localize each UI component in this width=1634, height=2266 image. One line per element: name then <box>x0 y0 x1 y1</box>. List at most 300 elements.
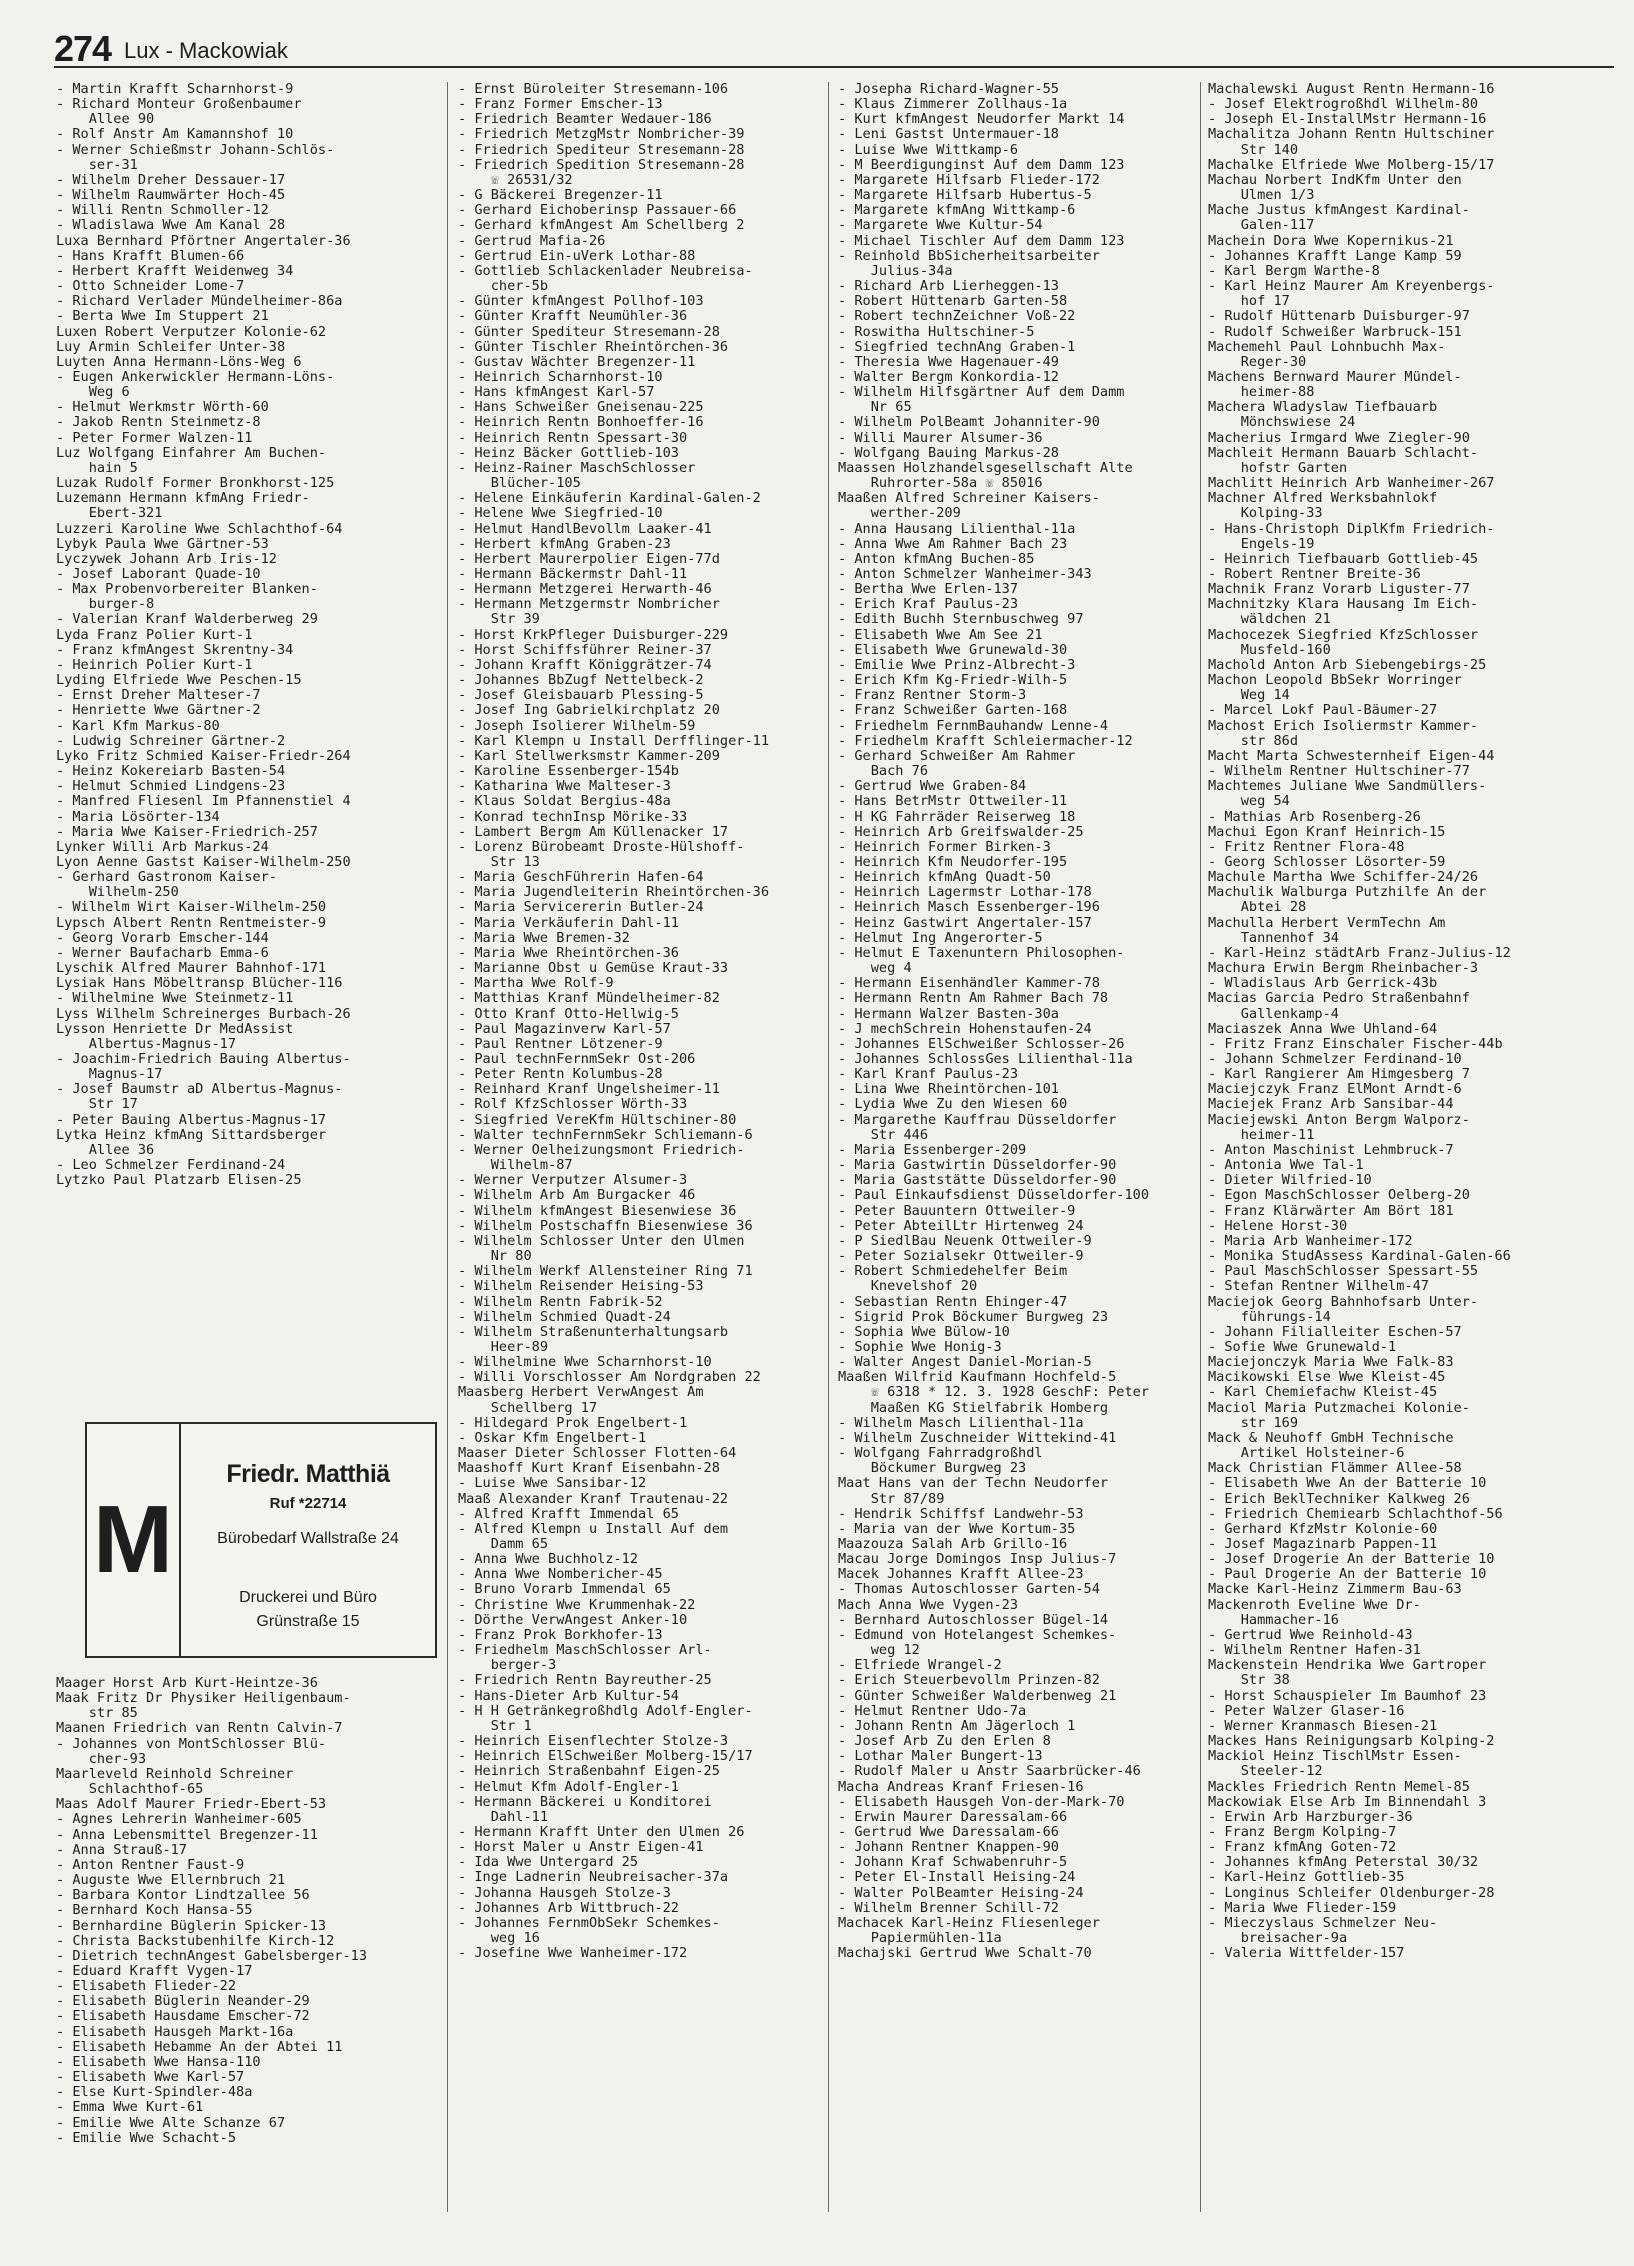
directory-entry: str 86d <box>1208 733 1299 749</box>
directory-entry: - Reinhard Kranf Ungelsheimer-11 <box>458 1082 720 1098</box>
directory-entry: ☏ 6318 * 12. 3. 1928 GeschF: Peter <box>838 1385 1149 1401</box>
directory-entry: - Leo Schmelzer Ferdinand-24 <box>56 1158 286 1174</box>
directory-entry: Machui Egon Kranf Heinrich-15 <box>1208 824 1446 840</box>
directory-entry: Str 1 <box>458 1718 532 1734</box>
directory-entry: Luzemann Hermann kfmAng Friedr- <box>56 491 310 507</box>
directory-entry: - Roswitha Hultschiner-5 <box>838 324 1035 340</box>
ad-phone: Ruf *22714 <box>269 1495 347 1512</box>
directory-entry: - Alfred Klempn u Install Auf dem <box>458 1521 729 1537</box>
directory-entry: - Wilhelmine Wwe Steinmetz-11 <box>56 991 294 1007</box>
directory-entry: - G Bäckerei Bregenzer-11 <box>458 188 663 204</box>
directory-entry: - Christa Backstubenhilfe Kirch-12 <box>56 1933 335 1949</box>
directory-entry: - Hans Krafft Blumen-66 <box>56 248 245 264</box>
directory-entry: - Fritz Rentner Flora-48 <box>1208 839 1405 855</box>
directory-entry: - Johann Schmelzer Ferdinand-10 <box>1208 1052 1462 1067</box>
directory-entry: - Franz Former Emscher-13 <box>458 97 663 113</box>
directory-entry: - Lorenz Bürobeamt Droste-Hülshoff- <box>458 839 745 855</box>
directory-entry: - Elisabeth Wwe Karl-57 <box>56 2070 245 2086</box>
directory-entry: - Gertrud Wwe Reinhold-43 <box>1208 1627 1413 1643</box>
directory-entry: Macherius Irmgard Wwe Ziegler-90 <box>1208 430 1470 446</box>
directory-entry: - Lydia Wwe Zu den Wiesen 60 <box>838 1097 1068 1113</box>
directory-entry: - Elisabeth Wwe An der Batterie 10 <box>1208 1476 1487 1492</box>
directory-entry: - Heinrich Polier Kurt-1 <box>56 657 253 673</box>
column-rule <box>1200 82 1201 2212</box>
directory-entry: - Walter technFernmSekr Schliemann-6 <box>458 1127 753 1143</box>
directory-entry: - Günter Spediteur Stresemann-28 <box>458 324 720 340</box>
directory-entry: Galen-117 <box>1208 218 1315 234</box>
directory-entry: - Joseph El-InstallMstr Hermann-16 <box>1208 112 1487 128</box>
directory-entry: - Ludwig Schreiner Gärtner-2 <box>56 733 286 749</box>
directory-entry: - Elisabeth Wwe Hansa-110 <box>56 2054 261 2070</box>
directory-entry: - Wilhelm Reisender Heising-53 <box>458 1279 704 1295</box>
directory-entry: - Elisabeth Hausgeh Markt-16a <box>56 2024 294 2040</box>
directory-entry: Maas Adolf Maurer Friedr-Ebert-53 <box>56 1797 327 1813</box>
directory-entry: - Josef Laborant Quade-10 <box>56 567 261 582</box>
directory-entry: Magnus-17 <box>56 1067 163 1083</box>
column-4 <box>1208 82 1558 2212</box>
directory-entry: Lyss Wilhelm Schreinerges Burbach-26 <box>56 1006 351 1022</box>
directory-entry: Machost Erich Isoliermstr Kammer- <box>1208 718 1479 734</box>
directory-entry: Machlitt Heinrich Arb Wanheimer-267 <box>1208 476 1495 492</box>
directory-entry: Damm 65 <box>458 1537 549 1552</box>
directory-entry: - Werner Oelheizungsmont Friedrich- <box>458 1142 745 1158</box>
directory-entry: - Anton Maschinist Lehmbruck-7 <box>1208 1142 1454 1158</box>
directory-entry: - Hans kfmAngest Karl-57 <box>458 385 655 401</box>
directory-entry: - Hermann Eisenhändler Kammer-78 <box>838 976 1100 992</box>
directory-entry: Lyda Franz Polier Kurt-1 <box>56 627 253 643</box>
directory-entry: werther-209 <box>838 506 961 522</box>
directory-entry: - Elfriede Wrangel-2 <box>838 1658 1002 1674</box>
directory-entry: weg 12 <box>838 1643 920 1659</box>
column-rule <box>447 82 448 2212</box>
directory-entry: Maciol Maria Putzmachei Kolonie- <box>1208 1400 1470 1416</box>
directory-entry: Machnitzky Klara Hausang Im Eich- <box>1208 597 1479 613</box>
directory-entry: - Elisabeth Hausgeh Von-der-Mark-70 <box>838 1794 1125 1810</box>
directory-entry: Knevelshof 20 <box>838 1279 978 1295</box>
column-rule <box>828 82 829 2212</box>
directory-entry: - Alfred Krafft Immendal 65 <box>458 1506 679 1522</box>
directory-entry: - Anna Wwe Nombericher-45 <box>458 1567 663 1583</box>
directory-entry: Machleit Hermann Bauarb Schlacht- <box>1208 445 1479 461</box>
directory-entry: - Mathias Arb Rosenberg-26 <box>1208 809 1421 825</box>
directory-entry: Böckumer Burgweg 23 <box>838 1461 1027 1477</box>
directory-entry: - Robert technZeichner Voß-22 <box>838 309 1076 325</box>
directory-entry: - Friedrich Rentn Bayreuther-25 <box>458 1673 712 1689</box>
directory-entry: Maciaszek Anna Wwe Uhland-64 <box>1208 1021 1438 1037</box>
directory-entry: Mache Justus kfmAngest Kardinal- <box>1208 203 1470 219</box>
directory-entry: Papiermühlen-11a <box>838 1931 1002 1947</box>
directory-entry: Machein Dora Wwe Kopernikus-21 <box>1208 233 1454 249</box>
directory-entry: - H KG Fahrräder Reiserweg 18 <box>838 809 1076 825</box>
directory-entry: - Johannes Krafft Lange Kamp 59 <box>1208 248 1462 264</box>
directory-entry: Maciejek Franz Arb Sansibar-44 <box>1208 1097 1454 1113</box>
directory-entry: - Sigrid Prok Böckumer Burgweg 23 <box>838 1309 1109 1325</box>
directory-entry: - Wilhelm Rentner Hultschiner-77 <box>1208 764 1470 780</box>
directory-entry: - Lothar Maler Bungert-13 <box>838 1749 1043 1765</box>
directory-entry: - Günter Schweißer Walderbenweg 21 <box>838 1688 1117 1704</box>
directory-entry: - Karl Stellwerksmstr Kammer-209 <box>458 748 720 764</box>
directory-entry: - Friedrich MetzgMstr Nombricher-39 <box>458 127 745 143</box>
directory-entry: - H H Getränkegroßhdlg Adolf-Engler- <box>458 1703 753 1719</box>
directory-entry: - Maria Wwe Rheintörchen-36 <box>458 945 679 961</box>
directory-entry: - Maria Gastwirtin Düsseldorfer-90 <box>838 1158 1117 1174</box>
directory-entry: - Helmut Werkmstr Wörth-60 <box>56 400 269 416</box>
directory-entry: Lysiak Hans Möbeltransp Blücher-116 <box>56 976 343 992</box>
directory-entry: - Herbert Maurerpolier Eigen-77d <box>458 551 720 567</box>
directory-entry: - Longinus Schleifer Oldenburger-28 <box>1208 1885 1495 1901</box>
directory-entry: Maciejok Georg Bahnhofsarb Unter- <box>1208 1294 1479 1310</box>
directory-entry: - Helmut E Taxenuntern Philosophen- <box>838 945 1125 961</box>
directory-entry: weg 54 <box>1208 794 1290 810</box>
directory-entry: - Emilie Wwe Schacht-5 <box>56 2130 237 2146</box>
directory-entry: - Helene Horst-30 <box>1208 1218 1348 1234</box>
directory-entry: - Josef Drogerie An der Batterie 10 <box>1208 1552 1495 1568</box>
directory-entry: Machulik Walburga Putzhilfe An der <box>1208 885 1487 901</box>
directory-entry: - Rolf Anstr Am Kamannshof 10 <box>56 127 294 143</box>
directory-entry: - Matthias Kranf Mündelheimer-82 <box>458 991 720 1007</box>
directory-entry: - Johannes BbZugf Nettelbeck-2 <box>458 673 704 689</box>
directory-entry: - Werner Baufacharb Emma-6 <box>56 945 269 961</box>
directory-entry: - Valerian Kranf Walderberweg 29 <box>56 612 318 628</box>
directory-entry: Str 13 <box>458 854 540 870</box>
directory-entry: - Sofie Wwe Grunewald-1 <box>1208 1339 1397 1355</box>
directory-entry: - Heinrich Eisenflechter Stolze-3 <box>458 1734 729 1750</box>
directory-entry: - Walter Angest Daniel-Morian-5 <box>838 1355 1092 1371</box>
directory-entry: - Gertrud Wwe Graben-84 <box>838 779 1027 795</box>
directory-entry: - Friedrich Spedition Stresemann-28 <box>458 157 745 173</box>
directory-entry: Lytzko Paul Platzarb Elisen-25 <box>56 1173 302 1189</box>
directory-entry: Str 39 <box>458 612 540 628</box>
directory-entry: - Sebastian Rentn Ehinger-47 <box>838 1294 1068 1310</box>
directory-entry: - P SiedlBau Neuenk Ottweiler-9 <box>838 1233 1092 1249</box>
directory-entry: - Richard Monteur Großenbaumer <box>56 97 302 113</box>
directory-entry: Macikowski Else Wwe Kleist-45 <box>1208 1370 1446 1386</box>
directory-entry: Bach 76 <box>838 764 929 780</box>
directory-entry: - Friedhelm MaschSchlosser Arl- <box>458 1643 712 1659</box>
directory-entry: Machajski Gertrud Wwe Schalt-70 <box>838 1946 1092 1962</box>
column-2 <box>458 82 808 2212</box>
directory-entry: - Wilhelm Dreher Dessauer-17 <box>56 172 286 188</box>
directory-entry: - Klaus Zimmerer Zollhaus-1a <box>838 97 1068 113</box>
directory-entry: - Leni Gastst Untermauer-18 <box>838 127 1059 143</box>
directory-entry: - Paul Rentner Lötzener-9 <box>458 1036 663 1052</box>
directory-entry: - Valeria Wittfelder-157 <box>1208 1946 1405 1962</box>
directory-entry: Nr 65 <box>838 400 912 416</box>
directory-entry: - Else Kurt-Spindler-48a <box>56 2085 253 2101</box>
directory-entry: Tannenhof 34 <box>1208 930 1339 946</box>
directory-entry: - Heinrich Rentn Spessart-30 <box>458 430 688 446</box>
directory-entry: - Johann Krafft Königgrätzer-74 <box>458 657 712 673</box>
directory-entry: - Heinrich ElSchweißer Molberg-15/17 <box>458 1749 753 1765</box>
directory-entry: - Helmut Kfm Adolf-Engler-1 <box>458 1779 679 1795</box>
directory-entry: - Karl Rangierer Am Himgesberg 7 <box>1208 1067 1470 1083</box>
column-3 <box>838 82 1188 2212</box>
directory-entry: - Walter PolBeamter Heising-24 <box>838 1885 1084 1901</box>
ad-line-3: Grünstraße 15 <box>256 1613 360 1630</box>
directory-entry: Lysson Henriette Dr MedAssist <box>56 1021 294 1037</box>
directory-entry: - Otto Schneider Lome-7 <box>56 279 245 295</box>
directory-entry: - Bertha Wwe Erlen-137 <box>838 582 1019 598</box>
directory-entry: Dahl-11 <box>458 1809 549 1825</box>
directory-entry: - Hermann Rentn Am Rahmer Bach 78 <box>838 991 1109 1007</box>
directory-entry: Luxen Robert Verputzer Kolonie-62 <box>56 324 327 340</box>
directory-entry: - Rudolf Schweißer Warbruck-151 <box>1208 324 1462 340</box>
directory-entry: Mackowiak Else Arb Im Binnendahl 3 <box>1208 1794 1487 1810</box>
directory-entry: Mönchswiese 24 <box>1208 415 1356 431</box>
directory-entry: Lypsch Albert Rentn Rentmeister-9 <box>56 915 327 931</box>
directory-entry: - Inge Ladnerin Neubreisacher-37a <box>458 1870 729 1886</box>
directory-entry: str 169 <box>1208 1415 1299 1431</box>
directory-entry: - Paul technFernmSekr Ost-206 <box>458 1052 696 1067</box>
directory-entry: - Katharina Wwe Malteser-3 <box>458 779 671 795</box>
directory-entry: - Helene Einkäuferin Kardinal-Galen-2 <box>458 491 761 507</box>
directory-entry: - Peter AbteilLtr Hirtenweg 24 <box>838 1218 1084 1234</box>
directory-entry: - Wilhelmine Wwe Scharnhorst-10 <box>458 1355 712 1371</box>
directory-entry: Machold Anton Arb Siebengebirgs-25 <box>1208 657 1487 673</box>
directory-entry: - Johannes FernmObSekr Schemkes- <box>458 1915 720 1931</box>
directory-entry: - Anna Strauß-17 <box>56 1842 187 1858</box>
directory-entry: - Maria Lösörter-134 <box>56 809 220 825</box>
directory-entry: - Reinhold BbSicherheitsarbeiter <box>838 248 1100 264</box>
directory-entry: - Günter Tischler Rheintörchen-36 <box>458 339 729 355</box>
directory-entry: Lynker Willi Arb Markus-24 <box>56 839 269 855</box>
directory-entry: - Georg Vorarb Emscher-144 <box>56 930 269 946</box>
directory-entry: - Wolfgang Fahrradgroßhdl <box>838 1446 1043 1462</box>
directory-entry: Machalitza Johann Rentn Hultschiner <box>1208 127 1495 143</box>
directory-entry: - Friedhelm Krafft Schleiermacher-12 <box>838 733 1133 749</box>
directory-entry: - Peter Walzer Glaser-16 <box>1208 1703 1405 1719</box>
directory-entry: - Johannes Arb Wittbruch-22 <box>458 1900 679 1916</box>
directory-entry: Schlachthof-65 <box>56 1782 204 1798</box>
directory-entry: - Wilhelm Rentn Fabrik-52 <box>458 1294 663 1310</box>
directory-entry: Str 38 <box>1208 1673 1290 1689</box>
directory-entry: - Georg Schlosser Lösorter-59 <box>1208 854 1446 870</box>
directory-entry: Machner Alfred Werksbahnlokf <box>1208 491 1438 507</box>
directory-entry: - Josefine Wwe Wanheimer-172 <box>458 1946 688 1962</box>
directory-entry: - Karl Kranf Paulus-23 <box>838 1067 1019 1083</box>
directory-entry: Maciejczyk Franz ElMont Arndt-6 <box>1208 1082 1462 1098</box>
directory-entry: Machens Bernward Maurer Mündel- <box>1208 369 1462 385</box>
directory-entry: - Henriette Wwe Gärtner-2 <box>56 703 261 719</box>
directory-entry: - Hermann Metzgerei Herwarth-46 <box>458 582 712 598</box>
directory-entry: Luzak Rudolf Former Bronkhorst-125 <box>56 476 335 492</box>
directory-entry: - Erwin Maurer Daressalam-66 <box>838 1809 1068 1825</box>
directory-entry: - Margarethe Kauffrau Düsseldorfer <box>838 1112 1117 1128</box>
directory-entry: Machemehl Paul Lohnbuchh Max- <box>1208 339 1446 355</box>
directory-entry: - Gerhard KfzMstr Kolonie-60 <box>1208 1521 1438 1537</box>
directory-entry: - Peter Bauing Albertus-Magnus-17 <box>56 1112 327 1128</box>
directory-entry: - Herbert kfmAng Graben-23 <box>458 536 671 552</box>
directory-entry: - Hermann Krafft Unter den Ulmen 26 <box>458 1824 745 1840</box>
directory-entry: - Elisabeth Hausdame Emscher-72 <box>56 2009 310 2025</box>
directory-entry: - Jakob Rentn Steinmetz-8 <box>56 415 261 431</box>
directory-entry: Wilhelm-87 <box>458 1158 573 1174</box>
directory-entry: Mackenstein Hendrika Wwe Gartroper <box>1208 1658 1487 1674</box>
directory-entry: - Edith Buchh Sternbuschweg 97 <box>838 612 1084 628</box>
directory-entry: - Wilhelm Straßenunterhaltungsarb <box>458 1324 729 1340</box>
directory-entry: - Anna Wwe Buchholz-12 <box>458 1552 639 1568</box>
directory-entry: - Karoline Essenberger-154b <box>458 764 679 780</box>
directory-entry: Maassen Holzhandelsgesellschaft Alte <box>838 460 1133 476</box>
directory-entry: - Josef Ing Gabrielkirchplatz 20 <box>458 703 720 719</box>
directory-entry: - Karl Chemiefachw Kleist-45 <box>1208 1385 1438 1401</box>
directory-entry: Mack & Neuhoff GmbH Technische <box>1208 1430 1454 1446</box>
directory-entry: - Helmut HandlBevollm Laaker-41 <box>458 521 712 537</box>
directory-entry: Lytka Heinz kfmAng Sittardsberger <box>56 1127 327 1143</box>
directory-entry: - Wilhelm Wirt Kaiser-Wilhelm-250 <box>56 900 327 916</box>
directory-entry: - Hendrik Schiffsf Landwehr-53 <box>838 1506 1084 1522</box>
directory-entry: Maak Fritz Dr Physiker Heiligenbaum- <box>56 1691 351 1707</box>
directory-entry: - Klaus Soldat Bergius-48a <box>458 794 671 810</box>
directory-entry: Maager Horst Arb Kurt-Heintze-36 <box>56 1676 318 1691</box>
directory-entry: - Heinz Kokereiarb Basten-54 <box>56 764 286 780</box>
directory-entry: Machau Norbert IndKfm Unter den <box>1208 172 1462 188</box>
ad-line-2: Druckerei und Büro <box>239 1589 377 1606</box>
directory-entry: Blücher-105 <box>458 476 581 492</box>
directory-entry: - Manfred Fliesenl Im Pfannenstiel 4 <box>56 794 351 810</box>
directory-entry: - Heinrich Former Birken-3 <box>838 839 1051 855</box>
directory-entry: - Horst Schiffsführer Reiner-37 <box>458 642 712 658</box>
directory-entry: Allee 90 <box>56 112 155 128</box>
directory-entry: - Paul MaschSchlosser Spessart-55 <box>1208 1264 1479 1280</box>
directory-entry: - J mechSchrein Hohenstaufen-24 <box>838 1021 1092 1037</box>
directory-entry: Luzzeri Karoline Wwe Schlachthof-64 <box>56 521 343 537</box>
directory-entry: - Heinrich Masch Essenberger-196 <box>838 900 1100 916</box>
directory-entry: - Wladislaus Arb Gerrick-43b <box>1208 976 1438 992</box>
directory-entry: - Peter Bauuntern Ottweiler-9 <box>838 1203 1076 1219</box>
directory-entry: - Johannes kfmAng Peterstal 30/32 <box>1208 1855 1479 1871</box>
directory-entry: - Wilhelm Hilfsgärtner Auf dem Damm <box>838 385 1125 401</box>
directory-entry: cher-5b <box>458 279 549 295</box>
ad-body <box>181 1424 435 1656</box>
directory-entry: - Peter Sozialsekr Ottweiler-9 <box>838 1249 1084 1265</box>
directory-entry: Machocezek Siegfried KfzSchlosser <box>1208 627 1479 643</box>
directory-entry: Maashoff Kurt Kranf Eisenbahn-28 <box>458 1461 720 1477</box>
directory-entry: - Franz Klärwärter Am Bört 181 <box>1208 1203 1454 1219</box>
directory-entry: cher-93 <box>56 1751 147 1767</box>
directory-entry: - Robert Hüttenarb Garten-58 <box>838 294 1068 310</box>
directory-entry: Maaßen Alfred Schreiner Kaisers- <box>838 491 1100 507</box>
directory-entry: - Wilhelm Masch Lilienthal-11a <box>838 1415 1084 1431</box>
directory-entry: - Friedrich Beamter Wedauer-186 <box>458 112 712 128</box>
directory-entry: - Willi Vorschlosser Am Nordgraben 22 <box>458 1370 761 1386</box>
directory-entry: hof 17 <box>1208 294 1290 310</box>
directory-entry: weg 4 <box>838 961 912 977</box>
directory-entry: - Elisabeth Flieder-22 <box>56 1979 237 1995</box>
directory-entry: - Wilhelm Schmied Quadt-24 <box>458 1309 671 1325</box>
directory-entry: - Maria GeschFührerin Hafen-64 <box>458 870 704 886</box>
directory-entry: - Sophia Wwe Bülow-10 <box>838 1324 1010 1340</box>
directory-entry: - Wilhelm Rentner Hafen-31 <box>1208 1643 1421 1659</box>
directory-entry: - Agnes Lehrerin Wanheimer-605 <box>56 1812 302 1828</box>
column-1-lower <box>56 1676 446 2216</box>
directory-entry: Reger-30 <box>1208 354 1307 370</box>
directory-entry: - Emilie Wwe Prinz-Albrecht-3 <box>838 657 1076 673</box>
directory-entry: - Maria Servicererin Butler-24 <box>458 900 704 916</box>
directory-entry: - Max Probenvorbereiter Blanken- <box>56 582 318 598</box>
directory-entry: - Luise Wwe Wittkamp-6 <box>838 142 1019 158</box>
directory-entry: - Joachim-Friedrich Bauing Albertus- <box>56 1052 351 1067</box>
directory-entry: - Hans-Dieter Arb Kultur-54 <box>458 1688 679 1704</box>
directory-entry: - Lambert Bergm Am Küllenacker 17 <box>458 824 729 840</box>
directory-entry: - Robert Schmiedehelfer Beim <box>838 1264 1068 1280</box>
directory-entry: - Paul Einkaufsdienst Düsseldorfer-100 <box>838 1188 1149 1204</box>
directory-entry: heimer-11 <box>1208 1127 1315 1143</box>
directory-entry: - Auguste Wwe Ellernbruch 21 <box>56 1873 286 1889</box>
directory-entry: - Marianne Obst u Gemüse Kraut-33 <box>458 961 729 977</box>
directory-entry: Machalewski August Rentn Hermann-16 <box>1208 82 1495 97</box>
directory-entry: - Anton kfmAng Buchen-85 <box>838 551 1035 567</box>
directory-entry: Macek Johannes Krafft Allee-23 <box>838 1567 1084 1583</box>
directory-entry: - Erwin Arb Harzburger-36 <box>1208 1809 1413 1825</box>
directory-entry: - Helmut Rentner Udo-7a <box>838 1703 1027 1719</box>
directory-entry: - Berta Wwe Im Stuppert 21 <box>56 309 269 325</box>
directory-entry: - Martin Krafft Scharnhorst-9 <box>56 82 294 97</box>
directory-entry: - Heinrich Tiefbauarb Gottlieb-45 <box>1208 551 1479 567</box>
directory-entry: - Erich BeklTechniker Kalkweg 26 <box>1208 1491 1470 1507</box>
directory-entry: - Wilhelm Postschaffn Biesenwiese 36 <box>458 1218 753 1234</box>
directory-entry: - Karl Bergm Warthe-8 <box>1208 263 1380 279</box>
directory-entry: - Margarete Hilfsarb Flieder-172 <box>838 172 1100 188</box>
directory-entry: - Fritz Franz Einschaler Fischer-44b <box>1208 1036 1503 1052</box>
directory-entry: - Siegfried technAng Graben-1 <box>838 339 1076 355</box>
directory-entry: - Wladislawa Wwe Am Kanal 28 <box>56 218 286 234</box>
directory-entry: ser-31 <box>56 157 138 173</box>
directory-entry: - Peter Rentn Kolumbus-28 <box>458 1067 663 1083</box>
directory-entry: - Heinrich Arb Greifswalder-25 <box>838 824 1084 840</box>
directory-entry: - Josef Gleisbauarb Plessing-5 <box>458 688 704 704</box>
directory-entry: - Hermann Bäckerei u Konditorei <box>458 1794 712 1810</box>
directory-entry: - Elisabeth Wwe Am See 21 <box>838 627 1043 643</box>
directory-entry: - Johann Filialleiter Eschen-57 <box>1208 1324 1462 1340</box>
directory-entry: - Paul Drogerie An der Batterie 10 <box>1208 1567 1487 1583</box>
directory-entry: Artikel Holsteiner-6 <box>1208 1446 1405 1462</box>
directory-entry: Macau Jorge Domingos Insp Julius-7 <box>838 1552 1117 1568</box>
directory-entry: Hammacher-16 <box>1208 1612 1339 1628</box>
directory-entry: - Rudolf Maler u Anstr Saarbrücker-46 <box>838 1764 1141 1780</box>
directory-entry: - Maria Wwe Bremen-32 <box>458 930 630 946</box>
directory-entry: berger-3 <box>458 1658 557 1674</box>
directory-entry: - Josepha Richard-Wagner-55 <box>838 82 1059 97</box>
directory-entry: breisacher-9a <box>1208 1931 1348 1947</box>
directory-entry: - Friedrich Spediteur Stresemann-28 <box>458 142 745 158</box>
directory-entry: - Günter Krafft Neumühler-36 <box>458 309 688 325</box>
directory-entry: Lyding Elfriede Wwe Peschen-15 <box>56 673 302 689</box>
directory-entry: Ebert-321 <box>56 506 163 522</box>
directory-entry: - Heinrich Lagermstr Lothar-178 <box>838 885 1092 901</box>
directory-entry: Maarleveld Reinhold Schreiner <box>56 1766 294 1782</box>
directory-entry: - Heinz Bäcker Gottlieb-103 <box>458 445 679 461</box>
directory-entry: hain 5 <box>56 460 138 476</box>
directory-entry: Luy Armin Schleifer Unter-38 <box>56 339 286 355</box>
directory-entry: - Johann Rentn Am Jägerloch 1 <box>838 1718 1076 1734</box>
directory-entry: Julius-34a <box>838 263 953 279</box>
directory-entry: weg 16 <box>458 1931 540 1947</box>
directory-entry: - Gerhard kfmAngest Am Schellberg 2 <box>458 218 745 234</box>
directory-entry: Machon Leopold BbSekr Worringer <box>1208 673 1462 689</box>
directory-entry: - Horst Maler u Anstr Eigen-41 <box>458 1840 704 1856</box>
directory-entry: - Edmund von Hotelangest Schemkes- <box>838 1627 1117 1643</box>
directory-entry: Lyon Aenne Gastst Kaiser-Wilhelm-250 <box>56 854 351 870</box>
directory-entry: - Hermann Metzgermstr Nombricher <box>458 597 720 613</box>
directory-entry: - Lina Wwe Rheintörchen-101 <box>838 1082 1059 1098</box>
directory-entry: - Herbert Krafft Weidenweg 34 <box>56 263 294 279</box>
directory-entry: Str 17 <box>56 1097 138 1113</box>
directory-entry: - Friedhelm FernmBauhandw Lenne-4 <box>838 718 1109 734</box>
directory-entry: hofstr Garten <box>1208 460 1348 476</box>
directory-entry: Abtei 28 <box>1208 900 1307 916</box>
page-header <box>54 28 1614 68</box>
